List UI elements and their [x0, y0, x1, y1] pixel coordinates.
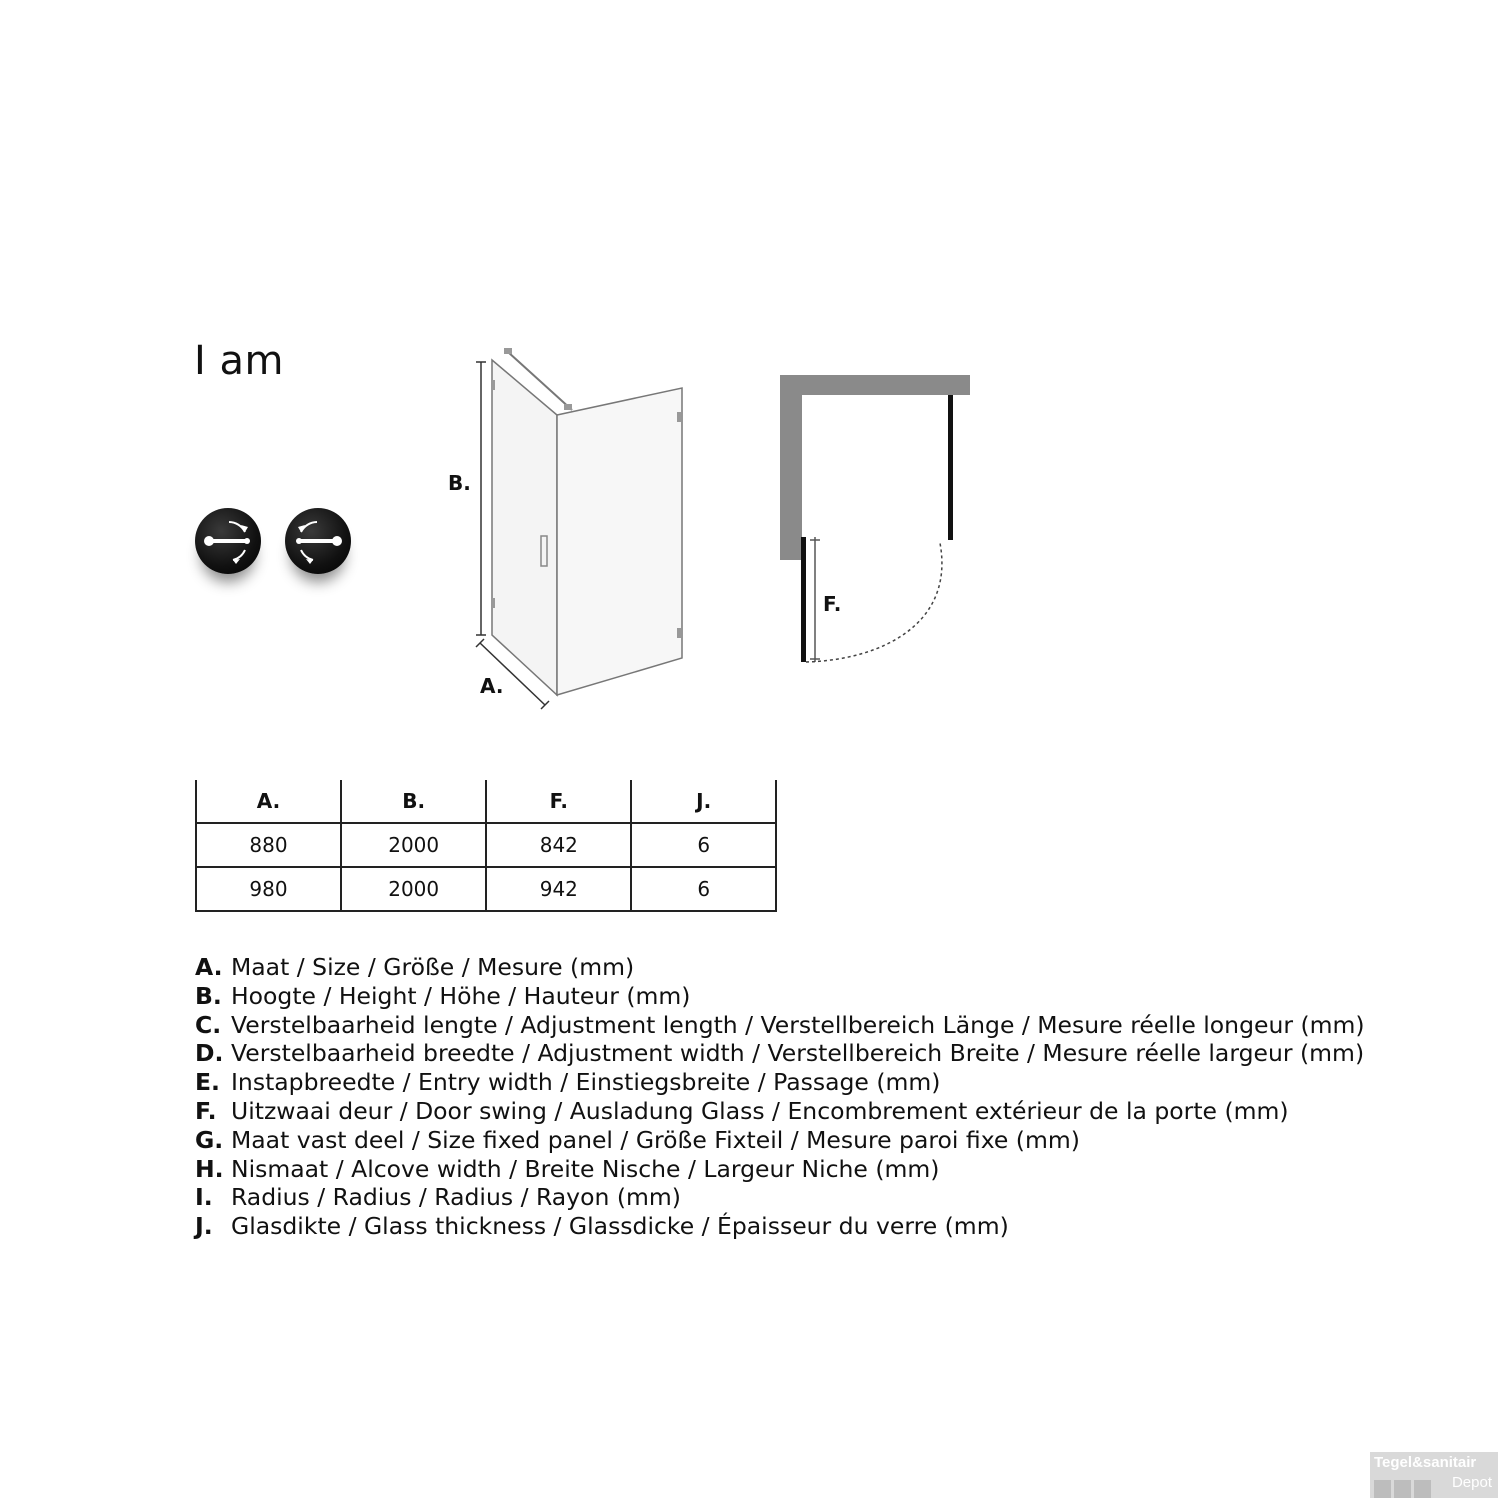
- legend-text: Hoogte / Height / Höhe / Hauteur (mm): [231, 981, 691, 1010]
- legend-key: A.: [195, 953, 223, 981]
- drop-icon: [1374, 1480, 1391, 1498]
- table-cell: 6: [631, 867, 776, 911]
- product-title: I am: [194, 338, 284, 384]
- table-cell: 980: [196, 867, 341, 911]
- elevation-diagram: [440, 340, 700, 720]
- legend-item: [195, 1155, 1365, 1184]
- legend-text: Verstelbaarheid lengte / Adjustment length / Verstellbereich Länge / Mesure réelle longeur (mm): [231, 1010, 1365, 1039]
- legend-key: C.: [195, 1010, 222, 1039]
- brand-name: Tegel&sanitair: [1374, 1454, 1477, 1471]
- legend-key: J.: [195, 1212, 213, 1241]
- legend-text: Maat / Size / Größe / Mesure (mm): [231, 953, 635, 981]
- legend-item: [195, 1039, 1365, 1068]
- legend-text: Glasdikte / Glass thickness / Glassdicke / Épaisseur du verre (mm): [231, 1212, 1009, 1241]
- table-cell: 2000: [341, 867, 486, 911]
- table-header: F.: [486, 780, 631, 823]
- legend-text: Instapbreedte / Entry width / Einstiegsbreite / Passage (mm): [231, 1068, 941, 1097]
- legend-key: E.: [195, 1068, 220, 1097]
- table-cell: 6: [631, 823, 776, 867]
- legend: [195, 953, 1365, 1241]
- legend-text: Verstelbaarheid breedte / Adjustment width / Verstellbereich Breite / Mesure réelle largeur (mm): [231, 1039, 1365, 1068]
- table-row: [196, 823, 776, 867]
- legend-text: Uitzwaai deur / Door swing / Ausladung Glass / Encombrement extérieur de la porte (mm): [231, 1096, 1289, 1125]
- plan-diagram: [770, 365, 980, 675]
- legend-item: [195, 1183, 1365, 1212]
- dimension-label-f: F.: [823, 592, 842, 616]
- table-row: [196, 867, 776, 911]
- table-cell: 842: [486, 823, 631, 867]
- table-header: J.: [631, 780, 776, 823]
- table-header-row: [196, 780, 776, 823]
- dimension-label-b: B.: [448, 471, 471, 495]
- tile-icon: [1394, 1480, 1411, 1498]
- dimension-label-a: A.: [480, 674, 504, 698]
- dimension-table: [195, 780, 777, 912]
- legend-item: [195, 1068, 1365, 1097]
- legend-item: [195, 1126, 1365, 1155]
- legend-key: I.: [195, 1183, 213, 1212]
- table-header: A.: [196, 780, 341, 823]
- legend-item: [195, 1011, 1365, 1040]
- legend-item: [195, 953, 1365, 982]
- legend-text: Nismaat / Alcove width / Breite Nische / Largeur Niche (mm): [231, 1154, 940, 1183]
- legend-key: H.: [195, 1154, 224, 1183]
- table-cell: 942: [486, 867, 631, 911]
- legend-text: Radius / Radius / Radius / Rayon (mm): [231, 1183, 681, 1212]
- legend-key: D.: [195, 1039, 224, 1068]
- legend-key: B.: [195, 981, 222, 1010]
- table-cell: 880: [196, 823, 341, 867]
- legend-text: Maat vast deel / Size fixed panel / Größe Fixteil / Mesure paroi fixe (mm): [231, 1125, 1080, 1154]
- table-header: B.: [341, 780, 486, 823]
- door-left-hinge-icon[interactable]: [195, 508, 261, 574]
- brand-subtitle: Depot: [1451, 1474, 1492, 1491]
- table-cell: 2000: [341, 823, 486, 867]
- legend-key: G.: [195, 1125, 224, 1154]
- legend-key: F.: [195, 1096, 217, 1125]
- brand-logo: [1370, 1452, 1498, 1498]
- door-right-hinge-icon[interactable]: [285, 508, 351, 574]
- tile-icon: [1414, 1480, 1431, 1498]
- legend-item: [195, 1212, 1365, 1241]
- legend-item: [195, 1097, 1365, 1126]
- legend-item: [195, 982, 1365, 1011]
